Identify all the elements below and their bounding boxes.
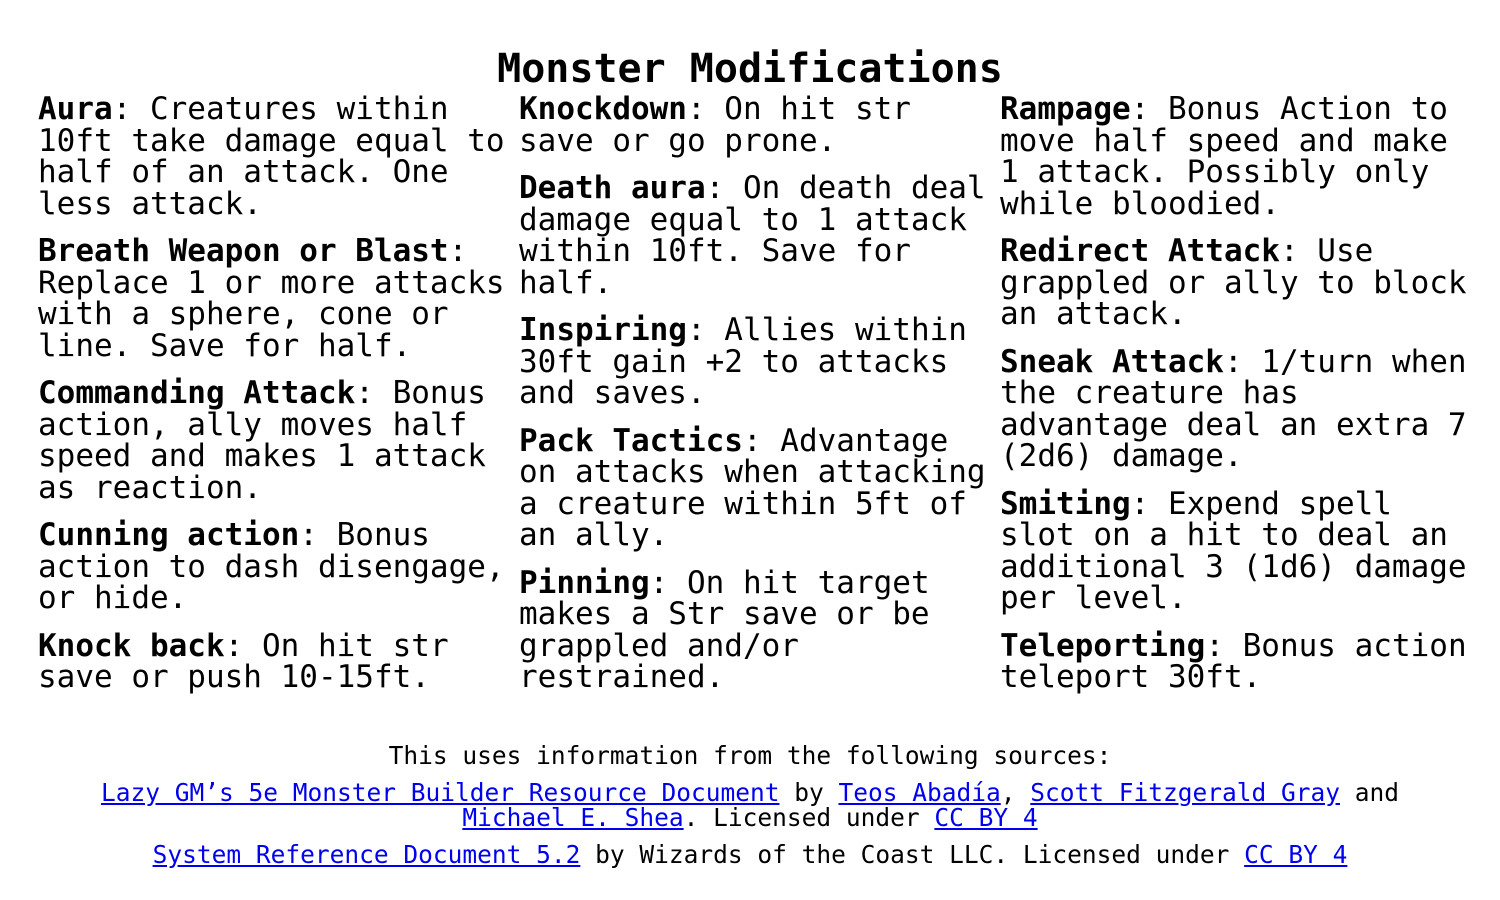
entry-name: Pack Tactics bbox=[519, 422, 743, 459]
entry-name: Death aura bbox=[519, 170, 706, 206]
entry-name: Redirect Attack bbox=[1000, 233, 1280, 269]
entry-redirect-attack bbox=[1000, 233, 1470, 332]
lazy-gm-document-link[interactable]: Lazy GM’s 5e Monster Builder Resource Document bbox=[100, 778, 780, 807]
by-text: by bbox=[779, 778, 839, 807]
separator-text: , bbox=[1000, 778, 1031, 807]
modifications-column-3 bbox=[1000, 91, 1470, 710]
entry-rampage bbox=[1000, 91, 1470, 222]
entry-inspiring bbox=[519, 312, 989, 411]
entry-name: Breath Weapon or Blast bbox=[38, 233, 449, 269]
entry-text: : Expend spell slot on a hit to deal an additional 3 (1d6) damage per level. bbox=[1000, 485, 1467, 616]
entry-text: : On hit str save or go prone. bbox=[519, 91, 911, 159]
sources-section bbox=[0, 741, 1500, 879]
entry-text: : Bonus Action to move half speed and make 1 attack. Possibly only while bloodied. bbox=[1000, 91, 1448, 222]
entry-name: Smiting bbox=[1000, 485, 1131, 522]
entry-text: : Bonus action to dash disengage, or hide. bbox=[38, 517, 505, 616]
modifications-column-2 bbox=[519, 91, 989, 710]
entry-text: : Use grappled or ally to block an attack. bbox=[1000, 233, 1467, 332]
entry-aura bbox=[38, 91, 508, 222]
entry-knockdown bbox=[519, 91, 989, 159]
entry-text: : On hit target makes a Str save or be grappled and/or restrained. bbox=[519, 564, 930, 695]
entry-pinning bbox=[519, 564, 989, 695]
license-cc-by-4-link[interactable]: CC BY 4 bbox=[934, 803, 1038, 832]
entry-text: : Creatures within 10ft take damage equal to half of an attack. One less attack. bbox=[38, 91, 505, 222]
and-text: and bbox=[1340, 778, 1400, 807]
source-srd bbox=[0, 842, 1500, 867]
entry-name: Cunning action bbox=[38, 517, 300, 553]
entry-teleporting bbox=[1000, 627, 1470, 695]
entry-text: : Advantage on attacks when attacking a creature within 5ft of an ally. bbox=[519, 422, 986, 553]
srd-by-text: by Wizards of the Coast LLC. Licensed under bbox=[580, 840, 1245, 869]
entry-name: Knock back bbox=[38, 627, 225, 664]
entry-knock-back bbox=[38, 627, 508, 695]
entry-name: Inspiring bbox=[519, 312, 687, 348]
author-michael-e-shea-link[interactable]: Michael E. Shea bbox=[462, 803, 684, 832]
entry-smiting bbox=[1000, 485, 1470, 616]
entry-text: : Allies within 30ft gain +2 to attacks and saves. bbox=[519, 312, 967, 411]
entry-breath-weapon bbox=[38, 233, 508, 364]
sources-intro: This uses information from the following sources: bbox=[388, 741, 1112, 770]
entry-name: Commanding Attack bbox=[38, 375, 356, 411]
entry-name: Aura bbox=[38, 91, 113, 127]
srd-document-link[interactable]: System Reference Document 5.2 bbox=[152, 840, 581, 869]
author-teos-abadia-link[interactable]: Teos Abadía bbox=[838, 778, 1001, 807]
entry-name: Rampage bbox=[1000, 91, 1131, 127]
entry-text: : 1/turn when the creature has advantage deal an extra 7 (2d6) damage. bbox=[1000, 343, 1467, 474]
srd-license-cc-by-4-link[interactable]: CC BY 4 bbox=[1244, 840, 1348, 869]
entry-name: Knockdown bbox=[519, 91, 687, 127]
entry-text: : Replace 1 or more attacks with a sphere, cone or line. Save for half. bbox=[38, 233, 505, 364]
entry-name: Teleporting bbox=[1000, 627, 1206, 664]
author-scott-fitzgerald-gray-link[interactable]: Scott Fitzgerald Gray bbox=[1030, 778, 1341, 807]
entry-text: : Bonus action, ally moves half speed and makes 1 attack as reaction. bbox=[38, 375, 486, 506]
modifications-column-1 bbox=[38, 91, 508, 710]
entry-commanding-attack bbox=[38, 375, 508, 506]
licensed-text: . Licensed under bbox=[683, 803, 935, 832]
entry-text: : On death deal damage equal to 1 attack within 10ft. Save for half. bbox=[519, 170, 986, 301]
entry-cunning-action bbox=[38, 517, 508, 616]
page-title: Monster Modifications bbox=[497, 46, 1003, 92]
entry-text: : On hit str save or push 10-15ft. bbox=[38, 627, 449, 695]
entry-pack-tactics bbox=[519, 422, 989, 553]
entry-death-aura bbox=[519, 170, 989, 301]
entry-text: : Bonus action teleport 30ft. bbox=[1000, 627, 1467, 695]
entry-sneak-attack bbox=[1000, 343, 1470, 474]
entry-name: Pinning bbox=[519, 564, 650, 601]
entry-name: Sneak Attack bbox=[1000, 343, 1224, 380]
source-lazy-gm bbox=[0, 780, 1500, 830]
